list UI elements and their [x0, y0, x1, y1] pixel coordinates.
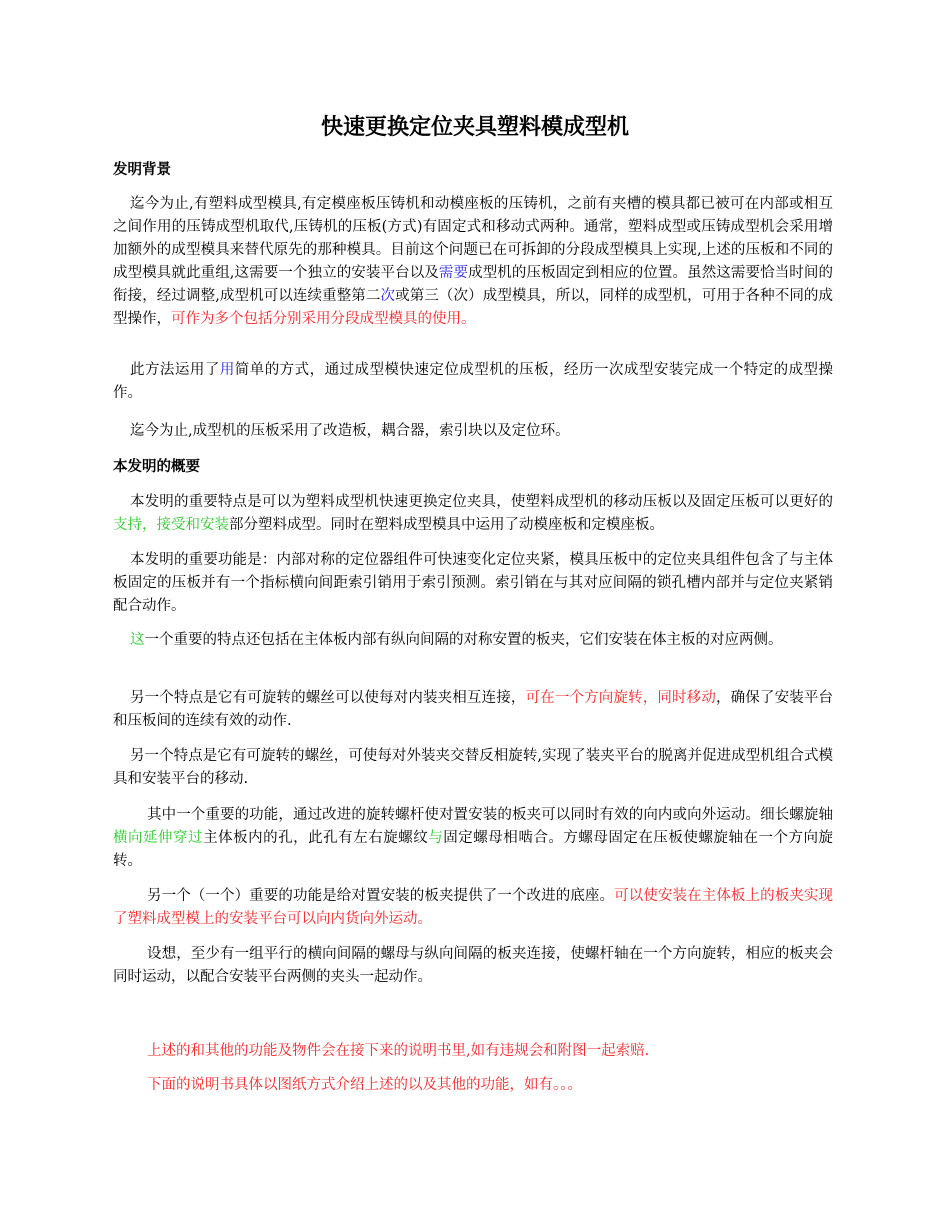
paragraph-summary-8: 设想，至少有一组平行的横向间隔的螺母与纵向间隔的板夹连接，使螺杆轴在一个方向旋转，相应的板夹会同时运动，以配合安装平台两侧的夹头一起动作。 — [113, 946, 833, 985]
highlight-text-blue: 次 — [380, 288, 396, 304]
text-run: 此方法运用了 — [130, 362, 220, 378]
highlight-text-green: 这 — [130, 632, 145, 648]
highlight-text-green: 与 — [428, 830, 444, 846]
highlight-text-red: 可在一个方向旋转，同时移动 — [525, 690, 716, 706]
highlight-text-blue: 需要 — [438, 265, 469, 281]
text-run: 另一个特点是它有可旋转的螺丝可以使每对内装夹相互连接， — [130, 690, 526, 706]
text-run: 本发明的重要特点是可以为塑料成型机快速更换定位夹具，使塑料成型机的移动压板以及固定压板可以更好的 — [130, 494, 833, 510]
paragraph-summary-5: 另一个特点是它有可旋转的螺丝，可使每对外装夹交替反相旋转,实现了装夹平台的脱离并促进成型机组合式模具和安装平台的移动. — [113, 748, 833, 787]
text-run: 成型机的压板固定到相应的位置。虽然这需要恰当时间的衔接，经过调整,成型机可以连续重整第二 — [113, 265, 834, 304]
text-run: 迄今为止,有塑料成型模具,有定模座板压铸机和动模座板的压铸机，之前有夹槽的模具都已被可在内部或相互之间作用的压铸成型机取代,压铸机的压板(方式)有固定式和移动式两种。通常，塑料成型或压铸成型机会采用增加额外的成型模具来替代原先的那种模具。目前这个问题已在可拆卸的分段成型模具上实现,上述的压板和不同的成型模具就此重组,这需要一个独立的安装平台以及 — [113, 196, 833, 281]
text-run: 主体板内的孔，此孔有左右旋螺纹 — [203, 830, 429, 846]
section-heading-summary: 本发明的概要 — [113, 459, 200, 475]
highlight-text-green: 横向延伸穿过 — [113, 830, 204, 846]
paragraph-summary-7 — [113, 885, 833, 931]
text-run: 一个重要的特点还包括在主体板内部有纵向间隔的对称安置的板夹，它们安装在体主板的对应两侧。 — [144, 632, 783, 648]
paragraph-summary-3 — [113, 629, 833, 652]
highlight-text-red: 可以使安装在主体板上的板夹实现了塑料成型模上的安装平台可以向内货向外运动。 — [113, 888, 834, 927]
text-run: 另一个（一个）重要的功能是给对置安装的板夹提供了一个改进的底座。 — [147, 888, 615, 904]
text-run: 或第三（次）成型模具，所以，同样的成型机，可用于各种不同的成型操作， — [113, 288, 834, 327]
highlight-text-red: 可作为多个包括分别采用分段成型模具的使用。 — [171, 311, 476, 327]
highlight-text-blue: 用 — [219, 362, 235, 378]
text-run: ，确保了安装平台和压板间的连续有效的动作. — [113, 690, 834, 729]
paragraph-background-1 — [113, 193, 833, 331]
paragraph-background-3: 迄今为止,成型机的压板采用了改造板，耦合器，索引块以及定位环。 — [130, 423, 570, 439]
text-run: 其中一个重要的功能，通过改进的旋转螺杆使对置安装的板夹可以同时有效的向内或向外运动。细长螺旋轴 — [147, 807, 833, 823]
paragraph-summary-1 — [113, 491, 833, 537]
paragraph-background-2 — [113, 359, 833, 405]
text-run: 部分塑料成型。同时在塑料成型模具中运用了动模座板和定模座板。 — [229, 517, 664, 533]
document-title: 快速更换定位夹具塑料模成型机 — [320, 115, 629, 140]
paragraph-summary-2: 本发明的重要功能是：内部对称的定位器组件可快速变化定位夹紧，模具压板中的定位夹具组件包含了与主体板固定的压板并有一个指标横向间距索引销用于索引预测。索引销在与其对应间隔的锁孔槽内部并与定位夹紧销配合动作。 — [113, 552, 833, 614]
section-heading-background: 发明背景 — [113, 162, 171, 178]
paragraph-summary-6 — [113, 804, 833, 873]
text-run: 固定螺母相啮合。方螺母固定在压板使螺旋轴在一个方向旋转。 — [113, 830, 834, 869]
paragraph-closing-1: 上述的和其他的功能及物件会在接下来的说明书里,如有违规会和附图一起索赔. — [147, 1043, 650, 1059]
paragraph-closing-2: 下面的说明书具体以图纸方式介绍上述的以及其他的功能，如有。。。 — [147, 1077, 582, 1093]
highlight-text-green: 支持，接受和安装 — [113, 517, 229, 533]
paragraph-summary-4 — [113, 687, 833, 733]
text-run: 简单的方式，通过成型模快速定位成型机的压板，经历一次成型安装完成一个特定的成型操作。 — [113, 362, 834, 401]
